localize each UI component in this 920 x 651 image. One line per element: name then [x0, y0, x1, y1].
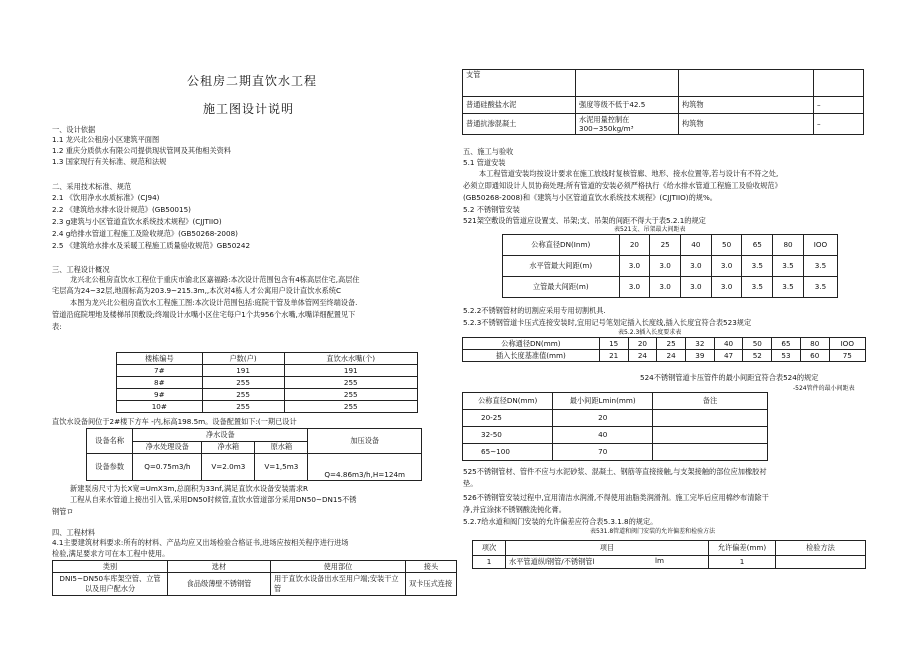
t521-cell: 50 — [711, 235, 742, 256]
clause: 524不锈钢管道卡压管件的最小间距宜符合表524的规定 — [640, 373, 819, 382]
t521-cell: 25 — [650, 235, 681, 256]
pump-note: 新建泵房尺寸为长X宽=UmX3m,总面积为33nf,满足直饮水设备安装需求R — [70, 484, 309, 493]
bld-cell: 8# — [117, 377, 203, 389]
t524-cell — [653, 444, 768, 461]
table-row — [463, 350, 866, 362]
bld-cell: 255 — [202, 389, 284, 401]
mat-cell: 普通抗渗混凝土 — [463, 114, 576, 135]
sec4-paragraph: 4.1主要建筑材料要求:所有的材料、产品均应又出场检验合格证书,进场应按相关程序进行进场 — [52, 538, 349, 547]
t523-cell: 75 — [829, 350, 865, 362]
table-caption: 表531.8管道和阀门安装的允许偏差和检验方法 — [590, 528, 716, 535]
bld-cell: 10# — [117, 401, 203, 413]
building-table — [116, 352, 418, 413]
clause: 525不锈钢管材、管件不应与水泥砂浆、混凝土、钢筋等直接接触,与支架接触的部位应加橡胶衬 — [463, 467, 767, 476]
equip-cell: Q=4.86m3/h,H=124m — [308, 454, 422, 481]
s51-paragraph: (GB50268-2008)和《建筑与小区管道直饮水系统技术规程》(CJJTIIO)的规%。 — [463, 193, 717, 202]
t527-cell — [506, 556, 709, 569]
table-row — [463, 70, 864, 97]
bld-header: 直饮水水嘴(个) — [284, 353, 418, 365]
t523-cell: 15 — [599, 338, 628, 350]
t521-cell: 3.0 — [650, 256, 681, 277]
doc-title: 公租房二期直饮水工程 — [187, 74, 318, 88]
clause: 526不锈钢管安装过程中,宜用清洁水润滑,不得使用油脂类润滑剂。施工完毕后应用棉纱布清除干 — [463, 493, 769, 502]
sec3-paragraph: 龙兴北公租房直饮水工程位于重庆市渝北区嘉福路:本次设计范围包含有4栋高层住宅,高层住 — [70, 275, 360, 284]
clause: 5.2.2不锈钢管材的切割应采用专用切割机具. — [463, 306, 606, 315]
t523-cell: 39 — [685, 350, 714, 362]
clause: 垫。 — [463, 479, 478, 488]
sec3-paragraph: 表: — [52, 322, 62, 331]
clause: 521架空敷设的管道应设置支、吊架;支、吊架的间距不得大于表5.2.1的规定 — [463, 216, 706, 225]
t527-header: 项目 — [506, 541, 709, 556]
t521-cell: 3.5 — [742, 256, 773, 277]
t521-cell: 3.5 — [773, 256, 804, 277]
table-row — [473, 556, 866, 569]
t524-cell: 32-50 — [463, 427, 553, 444]
equip-cell: 设备参数 — [87, 454, 133, 481]
table-row — [117, 365, 418, 377]
t527-header: 允许偏差(mm) — [709, 541, 776, 556]
mat-header: 接头 — [406, 561, 457, 573]
clause: 5.2.7给水道和阀门安装的允许偏差应符合表5.3.1.8的规定。 — [463, 517, 658, 526]
t521-cell: 3.5 — [803, 256, 837, 277]
t527-tolerance: lm — [655, 556, 664, 565]
t523-cell: 65 — [772, 338, 801, 350]
mat-cell: 双卡压式连接 — [406, 573, 457, 596]
t521-cell: 3.0 — [711, 256, 742, 277]
t521-cell: 80 — [773, 235, 804, 256]
table-row — [117, 389, 418, 401]
t521-cell: 立管最大间距(m) — [503, 277, 620, 298]
table-row — [463, 427, 768, 444]
mat-cell: 普通硅酸盐水泥 — [463, 97, 576, 114]
bld-cell: 191 — [202, 365, 284, 377]
equipment-table — [86, 428, 422, 481]
sec1-heading: 一、设计依据 — [52, 125, 96, 134]
t523-cell: 40 — [714, 338, 743, 350]
clause: 5.2.3不锈钢管道卡压式连接安装时,宜用记号笔划定插入长度线,插入长度宜符合表523规定 — [463, 318, 752, 327]
insert-length-table — [462, 337, 866, 362]
table-row — [503, 235, 838, 256]
bld-cell: 7# — [117, 365, 203, 377]
table-caption: -524管件的最小间距表 — [793, 385, 855, 392]
mat-cell: DNI5~DN50车库架空管、立管以及用户配水分 — [53, 573, 168, 596]
support-spacing-table — [502, 234, 838, 298]
table-row — [503, 256, 838, 277]
mat-cell: – — [814, 97, 864, 114]
equip-subheader: 净水处理设备 — [133, 441, 202, 454]
t521-cell: 65 — [742, 235, 773, 256]
sec1-item: 1.2 重庆分质供水有限公司提供现状管网及其他相关资料 — [52, 146, 232, 155]
room-note: 直饮水设备间位于2#楼下方车 -内,标高198.5m。设备配置如下:(一期已设计 — [52, 417, 297, 426]
equip-header: 加压设备 — [308, 429, 422, 454]
table-row — [463, 97, 864, 114]
bld-cell: 255 — [284, 401, 418, 413]
t523-cell: 80 — [800, 338, 829, 350]
equip-subheader: 原水箱 — [255, 441, 308, 454]
table-caption: 表5.2.3插入长度要求表 — [618, 329, 682, 336]
t523-cell: 32 — [685, 338, 714, 350]
subsection-title: 5.2 不锈钢管安装 — [463, 205, 520, 214]
t521-cell: 3.0 — [681, 277, 712, 298]
t524-header: 最小间距Lmin(mm) — [553, 393, 653, 410]
t523-cell: 21 — [599, 350, 628, 362]
t521-cell: 3.0 — [619, 277, 650, 298]
t523-cell: 53 — [772, 350, 801, 362]
t523-cell: 60 — [800, 350, 829, 362]
t521-cell: 3.5 — [773, 277, 804, 298]
table-row — [463, 114, 864, 135]
tolerance-table — [472, 540, 866, 569]
t527-header: 项次 — [473, 541, 506, 556]
t521-cell: 水平管最大间距(m) — [503, 256, 620, 277]
equip-cell: V=2.0m3 — [202, 454, 255, 481]
bld-cell: 255 — [284, 389, 418, 401]
bld-header: 楼栋编号 — [117, 353, 203, 365]
clause: 净,并宜涂抹不锈钢酸洗钝化膏。 — [463, 505, 566, 514]
mat-cell: 水泥用量控制在300~350kg/m³ — [576, 114, 679, 135]
sec2-heading: 二、采用技术标准、规范 — [52, 182, 132, 191]
material-table — [52, 560, 457, 596]
t523-cell: 50 — [743, 338, 772, 350]
table-row — [463, 338, 866, 350]
sec2-item: 2.2 《建筑给水排水设计规范》(GB50015) — [52, 205, 191, 214]
t521-cell: 3.0 — [619, 256, 650, 277]
t521-cell: IOO — [803, 235, 837, 256]
t523-cell: 52 — [743, 350, 772, 362]
t524-cell: 70 — [553, 444, 653, 461]
table-row — [117, 377, 418, 389]
bld-header: 户数(户) — [202, 353, 284, 365]
sec3-paragraph: 本图为龙兴北公租房直饮水工程施工图:本次设计范围包括:庭院干管及单体管网至终端设备. — [70, 298, 358, 307]
t524-header: 公称直径DN(mm) — [463, 393, 553, 410]
t523-cell: IOO — [829, 338, 865, 350]
t524-cell: 40 — [553, 427, 653, 444]
t523-cell: 24 — [657, 350, 686, 362]
t524-cell — [653, 410, 768, 427]
material-continuation-table — [462, 69, 864, 135]
subsection-title: 5.1 管道安装 — [463, 158, 506, 167]
t521-cell: 3.5 — [803, 277, 837, 298]
bld-cell: 255 — [202, 401, 284, 413]
sec1-item: 1.1 龙兴北公租房小区建筑平面图 — [52, 135, 160, 144]
bld-cell: 255 — [284, 377, 418, 389]
mat-cell: 强度等级不低于42.5 — [576, 97, 679, 114]
t527-cell — [776, 556, 866, 569]
equip-cell: Q=0.75m3/h — [133, 454, 202, 481]
fitting-spacing-table — [462, 392, 768, 461]
table-row — [117, 401, 418, 413]
mat-cell: 构筑物 — [679, 114, 814, 135]
t523-cell: 24 — [628, 350, 657, 362]
t523-cell: 47 — [714, 350, 743, 362]
sec4-paragraph: 检验,满足要求方可在本工程中使用。 — [52, 549, 170, 558]
t521-cell: 3.0 — [711, 277, 742, 298]
t521-cell: 3.0 — [681, 256, 712, 277]
s51-paragraph: 本工程管道安装均按设计要求在施工放线时复核管廊、地形、接水位置等,若与设计有不符之处, — [479, 169, 779, 178]
t527-header: 检验方法 — [776, 541, 866, 556]
bld-cell: 9# — [117, 389, 203, 401]
sec4-heading: 四、工程材料 — [52, 528, 96, 537]
t527-item: 水平管道纵l钢管/不锈钢管l — [509, 557, 595, 566]
equip-header: 设备名称 — [87, 429, 133, 454]
equip-cell: V=1,5m3 — [255, 454, 308, 481]
t521-cell: 40 — [681, 235, 712, 256]
table-row — [463, 444, 768, 461]
table-row — [87, 454, 422, 481]
mat-cell: 用于直饮水设备出水至用户端;安装干立管 — [271, 573, 406, 596]
t524-cell — [653, 427, 768, 444]
t521-cell: 3.5 — [742, 277, 773, 298]
table-row — [53, 573, 457, 596]
mat-header: 使用部位 — [271, 561, 406, 573]
doc-subtitle: 施工图设计说明 — [203, 102, 295, 116]
supply-note: 工程从自来水管道上接出引入管,采用DN50时候管,直饮水管道部分采用DN50~DN15不锈 — [70, 495, 357, 504]
sec5-heading: 五、施工与验收 — [463, 147, 514, 156]
t524-header: 备注 — [653, 393, 768, 410]
bld-cell: 255 — [202, 377, 284, 389]
sec3-heading: 三、工程设计概况 — [52, 265, 110, 274]
table-row — [463, 410, 768, 427]
t523-cell: 公称通径DN(mm) — [463, 338, 600, 350]
mat-header: 类别 — [53, 561, 168, 573]
table-row — [503, 277, 838, 298]
bld-cell: 191 — [284, 365, 418, 377]
supply-note: 钢管ロ — [52, 507, 74, 516]
mat-cell: – — [814, 114, 864, 135]
mat-header: 选材 — [168, 561, 271, 573]
sec2-item: 2.1 《饮用净水水质标准》(CJ94) — [52, 193, 160, 202]
sec3-paragraph: 管道沿庭院埋地及楼梯吊顶敷设;终端设计水嘴小区住宅每户1个共956个水嘴,水嘴详细配置见下 — [52, 310, 356, 319]
sec3-paragraph: 宅层高为24~32层,地面标高为203.9~215.3m,,本次对4栋人才公寓用户设计直饮水系统C — [52, 286, 342, 295]
t521-cell: 20 — [619, 235, 650, 256]
mat-cell: 食品级薄壁不锈钢管 — [168, 573, 271, 596]
t521-cell: 公称直径DN(Inm) — [503, 235, 620, 256]
t523-cell: 25 — [657, 338, 686, 350]
t524-cell: 20 — [553, 410, 653, 427]
equip-header: 净水设备 — [133, 429, 308, 442]
t521-cell: 3.0 — [650, 277, 681, 298]
t527-cell: 1 — [473, 556, 506, 569]
sec2-item: 2.4 g给排水管道工程施工及险收规范》(GB50268-2008) — [52, 229, 238, 238]
equip-subheader: 净水箱 — [202, 441, 255, 454]
mat-cell: 支管 — [463, 70, 576, 97]
table-caption: 表521支、吊架最大间距表 — [614, 226, 686, 233]
t523-cell: 插入长度基准值(mm) — [463, 350, 600, 362]
t523-cell: 20 — [628, 338, 657, 350]
mat-cell: 构筑物 — [679, 97, 814, 114]
t524-cell: 20-25 — [463, 410, 553, 427]
s51-paragraph: 必须立即通知设计人员协商处理;所有管道的安装必须严格执行《给水排水管道工程施工及验收规范》 — [463, 181, 782, 190]
t527-cell: 1 — [709, 556, 776, 569]
t524-cell: 65~100 — [463, 444, 553, 461]
sec1-item: 1.3 国家现行有关标准、规范和法规 — [52, 157, 167, 166]
sec2-item: 2.5 《建筑给水排水及采暖工程施工质量验收规范》GB50242 — [52, 241, 251, 250]
sec2-item: 2.3 g建筑与小区管道直饮水系统技术规程》(CJJTIIO) — [52, 217, 222, 226]
